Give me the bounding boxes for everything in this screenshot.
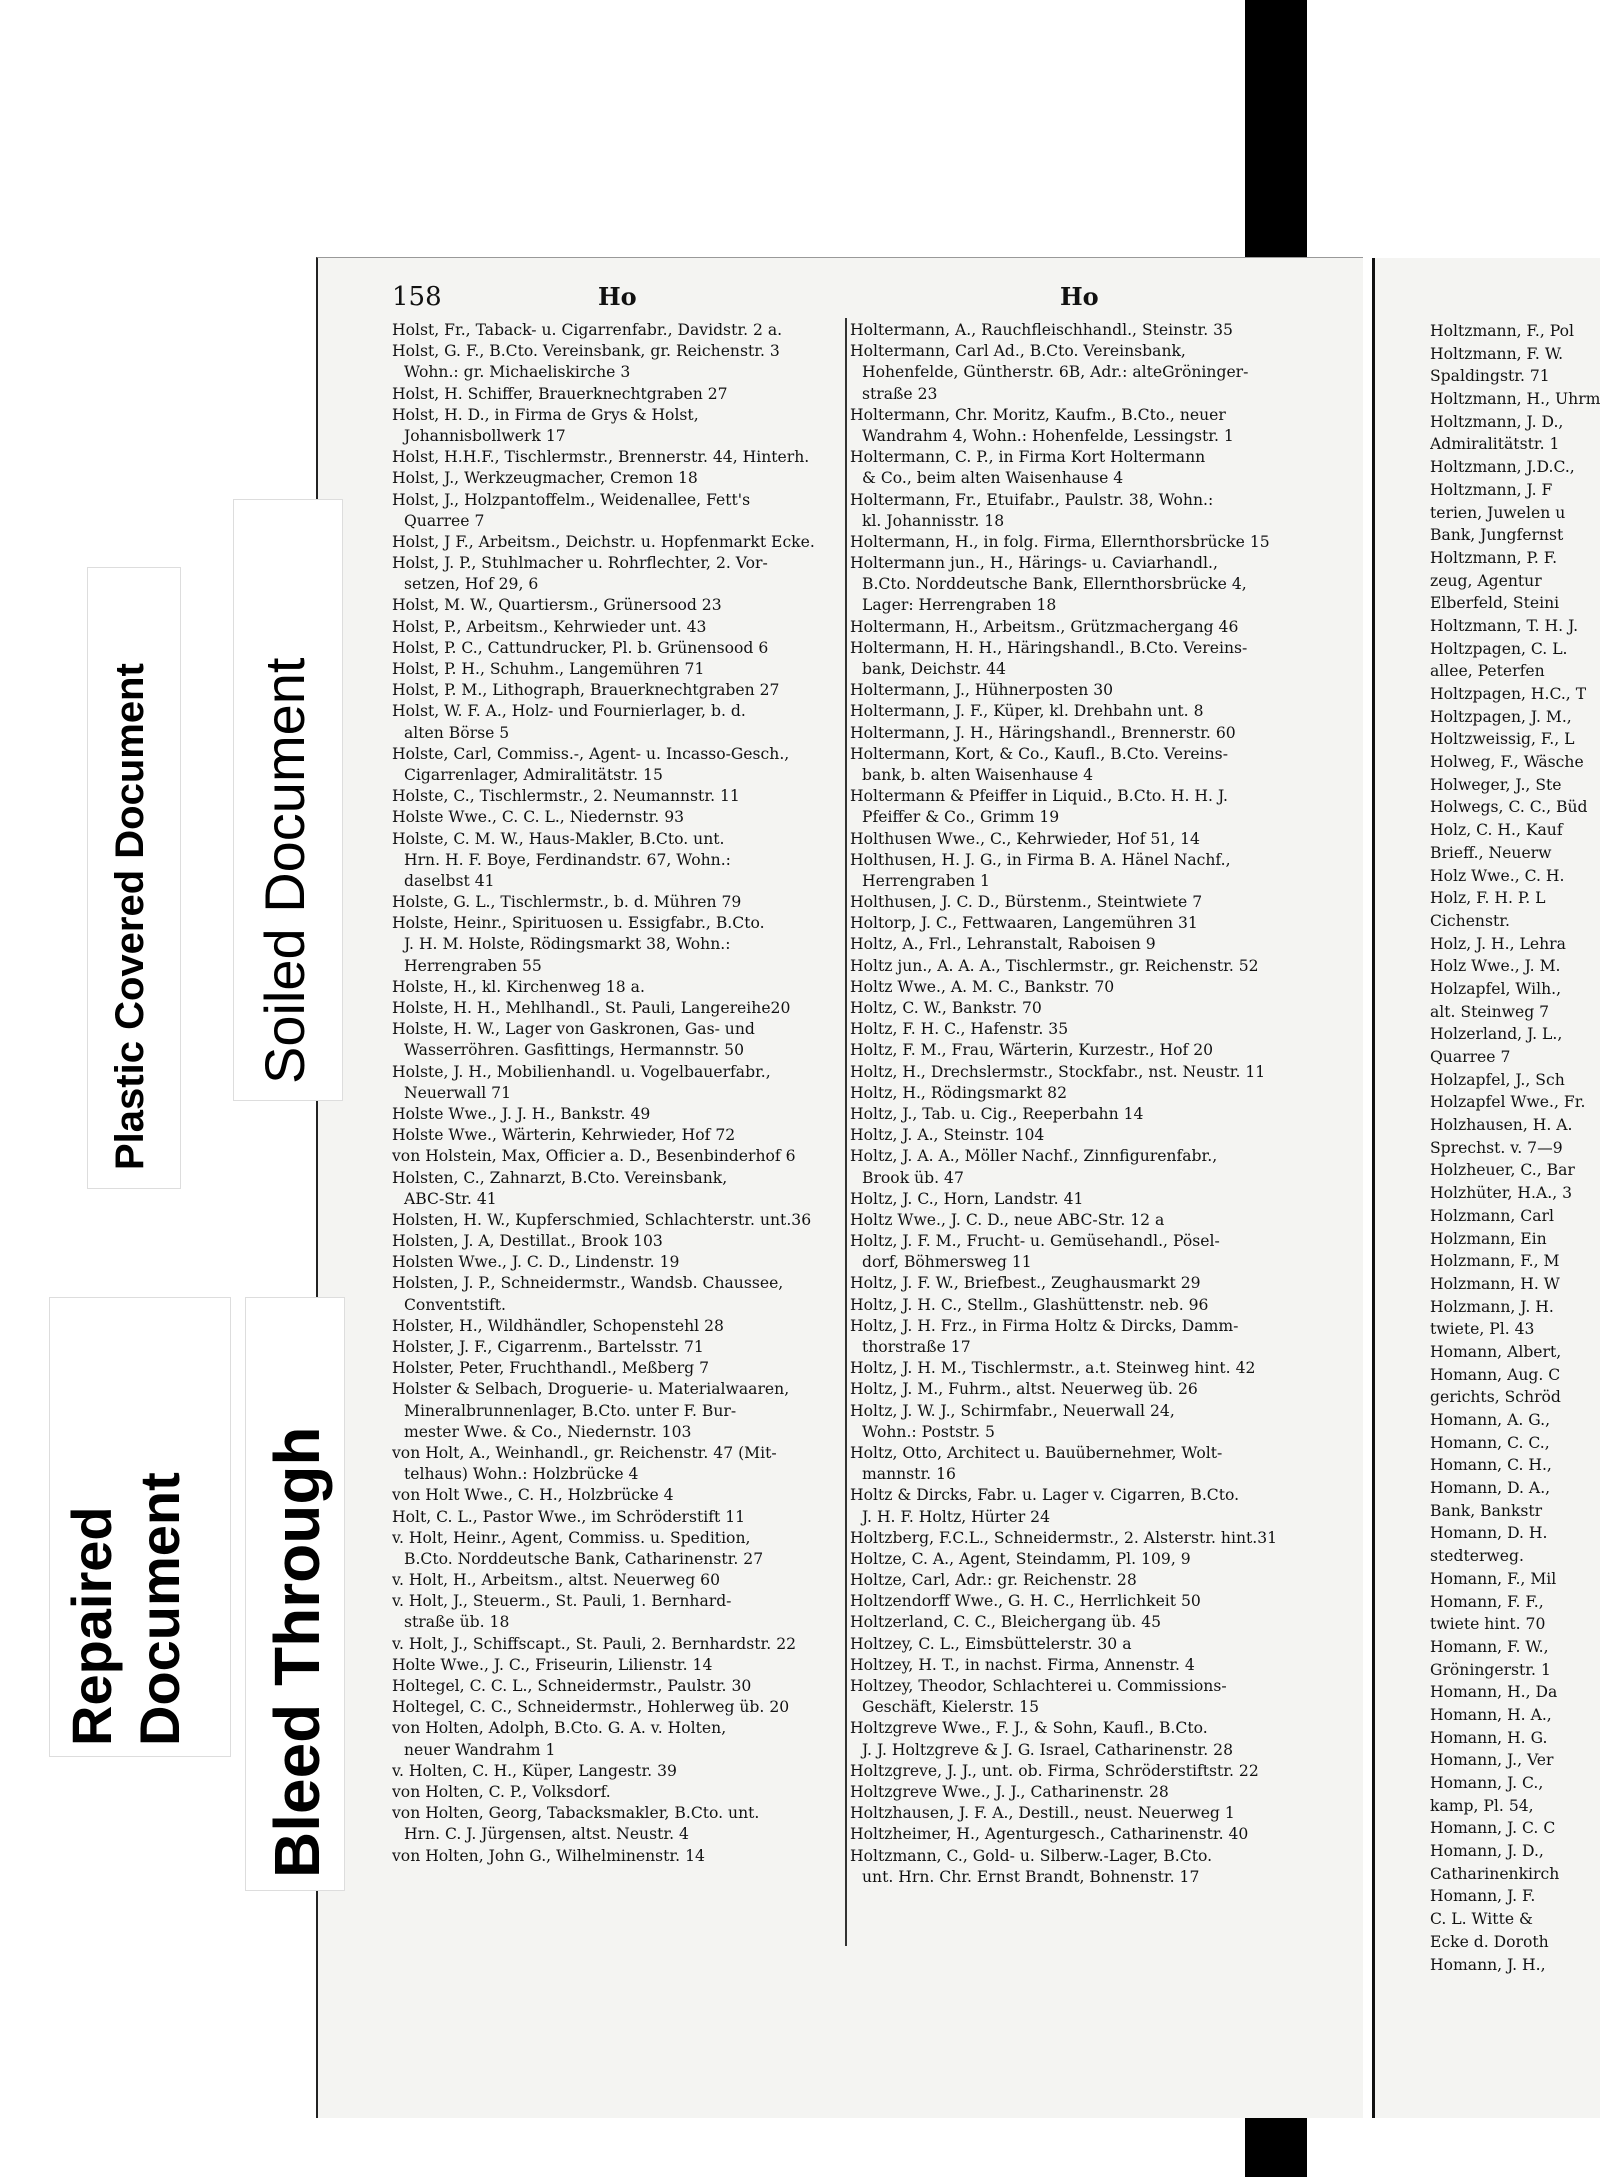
directory-entry-line: Holtz, A., Frl., Lehranstalt, Raboisen 9 [850,935,1156,954]
directory-entry-line: Holtzberg, F.C.L., Schneidermstr., 2. Alsterstr. hint.31 [850,1528,1278,1547]
right-column-head: Ho [1060,282,1099,311]
directory-entry-line: Holtzendorff Wwe., G. H. C., Herrlichkeit 50 [850,1592,1201,1611]
directory-entry-line: Holthusen, J. C. D., Bürstenm., Steintwiete 7 [850,893,1203,912]
directory-entry-line: Bank, Bankstr [1430,1501,1543,1520]
directory-entry-line: Holster, Peter, Fruchthandl., Meßberg 7 [392,1359,710,1378]
directory-entry-line: Holtermann, Kort, & Co., Kaufl., B.Cto. Vereins- [850,744,1228,763]
directory-entry-line: Holtorp, J. C., Fettwaaren, Langemühren 31 [850,914,1198,933]
directory-entry-line: Holtermann, A., Rauchfleischhandl., Steinstr. 35 [850,321,1233,339]
directory-entry-line: Holtz Wwe., J. C. D., neue ABC-Str. 12 a [850,1210,1165,1229]
directory-entry-line: zeug, Agentur [1430,571,1542,590]
directory-entry-line: Homann, F. F., [1430,1592,1544,1611]
directory-entry-line: Wandrahm 4, Wohn.: Hohenfelde, Lessingstr. 1 [862,426,1234,445]
directory-entry-line: kl. Johannisstr. 18 [862,511,1005,530]
directory-entry-line: Holthusen, H. J. G., in Firma B. A. Hänel Nachf., [850,850,1231,869]
directory-entry-line: alten Börse 5 [404,723,510,742]
directory-entry-line: Johannisbollwerk 17 [404,426,566,445]
directory-entry-line: Homann, F., Mil [1430,1569,1557,1588]
directory-entry-line: von Holt Wwe., C. H., Holzbrücke 4 [392,1486,674,1505]
directory-entry-line: v. Holt, H., Arbeitsm., altst. Neuerweg 60 [392,1571,721,1590]
directory-entry-line: Holt, C. L., Pastor Wwe., im Schröderstift 11 [392,1507,746,1526]
directory-entry-line: telhaus) Wohn.: Holzbrücke 4 [404,1465,639,1484]
directory-entry-line: Holst, W. F. A., Holz- und Fournierlager, b. d. [392,702,746,721]
directory-entry-line: unt. Hrn. Chr. Ernst Brandt, Bohnenstr. 17 [862,1867,1200,1886]
directory-entry-line: Holwegs, C. C., Büd [1430,798,1588,817]
directory-entry-line: Holtzey, Theodor, Schlachterei u. Commissions- [850,1677,1227,1695]
directory-entry-line: Wasserröhren. Gasfittings, Hermannstr. 50 [404,1041,745,1060]
directory-entry-line: Holtzpagen, J. M., [1430,707,1572,726]
directory-entry-line: Cichenstr. [1430,911,1510,930]
directory-entry-line: Holste Wwe., C. C. L., Niedernstr. 93 [392,808,685,827]
directory-entry-line: Holtzweissig, F., L [1430,730,1575,749]
directory-entry-line: Holtz, J. H. M., Tischlermstr., a.t. Steinweg hint. 42 [850,1359,1256,1378]
directory-entry-line: B.Cto. Norddeutsche Bank, Catharinenstr. 27 [404,1549,764,1568]
directory-entry-line: Holste Wwe., J. J. H., Bankstr. 49 [392,1104,651,1123]
directory-entry-line: gerichts, Schröd [1430,1388,1561,1407]
directory-entry-line: Holsten, J. P., Schneidermstr., Wandsb. Chaussee, [392,1274,784,1293]
directory-entry-line: Holste, H. W., Lager von Gaskronen, Gas- und [392,1020,755,1039]
directory-entry-line: Holzmann, F., M [1430,1252,1560,1271]
directory-entry-line: Holtermann, H., Arbeitsm., Grützmachergang 46 [850,617,1239,636]
soiled-text: Soiled Document [253,657,316,1084]
directory-entry-line: Holste, C., Tischlermstr., 2. Neumannstr. 11 [392,787,740,806]
directory-entry-line: Holtzgreve Wwe., F. J., & Sohn, Kaufl., B.Cto. [850,1719,1208,1738]
directory-entry-line: Holz, C. H., Kauf [1430,821,1563,840]
directory-entry-line: Holtz, J. C., Horn, Landstr. 41 [850,1189,1084,1208]
directory-entry-line: C. L. Witte & [1430,1910,1533,1929]
directory-entry-line: Holtz, J. H. Frz., in Firma Holtz & Dircks, Damm- [850,1316,1239,1335]
directory-entry-line: Holsten Wwe., J. C. D., Lindenstr. 19 [392,1253,680,1272]
directory-entry-line: Holtermann jun., H., Härings- u. Caviarhandl., [850,554,1218,573]
directory-entry-line: Holtermann, Carl Ad., B.Cto. Vereinsbank, [850,342,1186,361]
directory-entry-line: Holste, H. H., Mehlhandl., St. Pauli, Langereihe20 [392,999,791,1017]
directory-entry-line: B.Cto. Norddeutsche Bank, Ellernthorsbrücke 4, [862,575,1247,594]
directory-entry-line: Holsten, C., Zahnarzt, B.Cto. Vereinsbank, [392,1168,728,1187]
directory-entry-line: Holste, C. M. W., Haus-Makler, B.Cto. unt. [392,829,725,848]
directory-entry-line: Holtegel, C. C., Schneidermstr., Hohlerweg üb. 20 [392,1698,790,1717]
directory-entry-line: Holz Wwe., J. M. [1430,957,1561,976]
directory-entry-line: Holste, H., kl. Kirchenweg 18 a. [392,977,645,996]
directory-entry-line: Holster, J. F., Cigarrenm., Bartelsstr. 71 [392,1338,704,1356]
directory-entry-line: Holtz jun., A. A. A., Tischlermstr., gr. Reichenstr. 52 [850,956,1259,975]
directory-entry-line: v. Holt, J., Schiffscapt., St. Pauli, 2. Bernhardstr. 22 [392,1634,797,1653]
directory-entry-line: Homann, F. W., [1430,1637,1549,1656]
directory-entry-line: Brook üb. 47 [862,1168,964,1187]
directory-entry-line: straße 23 [862,384,938,403]
directory-entry-line: von Holten, John G., Wilhelminenstr. 14 [392,1846,705,1865]
directory-entry-line: Catharinenkirch [1430,1864,1560,1883]
directory-entry-line: Holtz, J., Tab. u. Cig., Reeperbahn 14 [850,1104,1144,1123]
left-directory-column [392,320,844,1867]
directory-entry-line: Holtzey, C. L., Eimsbüttelerstr. 30 a [850,1634,1132,1653]
directory-entry-line: Holtermann, H. H., Häringshandl., B.Cto. Vereins- [850,638,1248,657]
directory-entry-line: twiete, Pl. 43 [1430,1320,1535,1339]
directory-entry-line: Holster, H., Wildhändler, Schopenstehl 28 [392,1316,724,1335]
directory-entry-line: Homann, C. C., [1430,1433,1550,1452]
directory-entry-line: Holtzmann, T. H. J. [1430,616,1579,635]
directory-entry-line: Ecke d. Doroth [1430,1932,1549,1951]
directory-entry-line: Pfeiffer & Co., Grimm 19 [862,808,1060,827]
directory-entry-line: Holzapfel, Wilh., [1430,979,1562,998]
soiled-label [234,500,342,1100]
directory-entry-line: Holzmann, J. H. [1430,1297,1554,1316]
directory-entry-line: Holst, Fr., Taback- u. Cigarrenfabr., Davidstr. 2 a. [392,321,783,339]
directory-entry-line: Holtzmann, C., Gold- u. Silberw.-Lager, B.Cto. [850,1846,1213,1865]
directory-entry-line: Holster & Selbach, Droguerie- u. Materialwaaren, [392,1380,790,1399]
directory-entry-line: Holthusen Wwe., C., Kehrwieder, Hof 51, 14 [850,829,1200,848]
column-divider [845,318,847,1946]
directory-entry-line: Geschäft, Kielerstr. 15 [862,1698,1040,1717]
directory-entry-line: Holtzmann, H., Uhrm [1430,390,1600,409]
directory-entry-line: Cigarrenlager, Admiralitätstr. 15 [404,765,663,784]
directory-entry-line: Holtermann, J. F., Küper, kl. Drehbahn unt. 8 [850,702,1204,721]
bottom-right-black-bar [1245,2118,1307,2177]
directory-entry-line: Quarree 7 [1430,1048,1511,1066]
directory-entry-line: J. J. Holtzgreve & J. G. Israel, Catharinenstr. 28 [862,1740,1234,1759]
directory-entry-line: Holst, H. D., in Firma de Grys & Holst, [392,405,699,424]
directory-entry-line: Holtermann, Fr., Etuifabr., Paulstr. 38, Wohn.: [850,490,1214,509]
directory-entry-line: Holtzhausen, J. F. A., Destill., neust. Neuerweg 1 [850,1804,1235,1823]
directory-entry-line: Holst, J., Holzpantoffelm., Weidenallee, Fett's [392,490,751,509]
directory-entry-line: Holtz, J. W. J., Schirmfabr., Neuerwall 24, [850,1401,1175,1420]
directory-entry-line: Holtermann, J. H., Häringshandl., Brennerstr. 60 [850,723,1236,742]
directory-entry-line: v. Holten, C. H., Küper, Langestr. 39 [392,1761,677,1780]
directory-entry-line: Wohn.: Poststr. 5 [862,1422,995,1441]
directory-entry-line: Homann, J., Ver [1430,1751,1554,1770]
directory-entry-line: Homann, H. A., [1430,1705,1552,1724]
directory-entry-line: Holweger, J., Ste [1430,775,1562,794]
directory-entry-line: v. Holt, J., Steuerm., St. Pauli, 1. Bernhard- [392,1592,732,1611]
directory-entry-line: kamp, Pl. 54, [1430,1796,1534,1815]
directory-entry-line: Holzmann, Carl [1430,1206,1554,1225]
directory-entry-line: Holst, H. Schiffer, Brauerknechtgraben 27 [392,384,728,403]
directory-entry-line: Brieff., Neuerw [1430,843,1552,862]
plastic-covered-text: Plastic Covered Document [108,663,152,1170]
directory-entry-line: Hohenfelde, Güntherstr. 6B, Adr.: alteGröninger- [862,363,1249,382]
directory-entry-line: Holsten, J. A, Destillat., Brook 103 [392,1232,663,1251]
directory-entry-line: Holste, Carl, Commiss.-, Agent- u. Incasso-Gesch., [392,744,790,763]
directory-entry-line: Holtermann, J., Hühnerposten 30 [850,681,1114,700]
directory-entry-line: Homann, C. H., [1430,1456,1552,1475]
directory-entry-line: Mineralbrunnenlager, B.Cto. unter F. Bur- [404,1401,737,1420]
directory-entry-line: Holtegel, C. C. L., Schneidermstr., Paulstr. 30 [392,1677,752,1695]
page-number: 158 [392,282,442,312]
directory-entry-line: Homann, J. F. [1430,1887,1536,1906]
right-directory-column [850,320,1350,1888]
directory-entry-line: Holtzmann, J. D., [1430,412,1564,431]
adjacent-page-column [1430,320,1600,1976]
directory-entry-line: Bank, Jungfernst [1430,526,1564,545]
directory-entry-line: mester Wwe. & Co., Niedernstr. 103 [404,1422,692,1441]
directory-entry-line: Holtzmann, J.D.C., [1430,458,1575,477]
directory-entry-line: Holtzey, H. T., in nachst. Firma, Annenstr. 4 [850,1655,1195,1674]
directory-entry-line: Holst, P. M., Lithograph, Brauerknechtgraben 27 [392,681,780,700]
directory-entry-line: twiete hint. 70 [1430,1615,1546,1634]
directory-entry-line: Herrengraben 1 [862,871,990,890]
directory-entry-line: Holzapfel, J., Sch [1430,1070,1565,1089]
directory-entry-line: Holtz, H., Rödingsmarkt 82 [850,1083,1068,1102]
directory-entry-line: Neuerwall 71 [404,1083,512,1102]
directory-entry-line: thorstraße 17 [862,1338,971,1356]
directory-entry-line: Holtz, J. F. M., Frucht- u. Gemüsehandl., Pösel- [850,1232,1220,1251]
directory-entry-line: Holtzmann, P. F. [1430,548,1558,567]
directory-entry-line: Herrengraben 55 [404,956,542,975]
directory-entry-line: Holtermann, H., in folg. Firma, Ellernthorsbrücke 15 [850,532,1270,551]
directory-entry-line: Holtermann & Pfeiffer in Liquid., B.Cto. H. H. J. [850,787,1228,806]
directory-entry-line: Holtzpagen, C. L. [1430,639,1568,658]
directory-entry-line: Holtz, H., Drechslermstr., Stockfabr., nst. Neustr. 11 [850,1062,1266,1081]
directory-entry-line: Holtz, J. H. C., Stellm., Glashüttenstr. neb. 96 [850,1295,1209,1314]
directory-entry-line: Holzmann, H. W [1430,1274,1560,1293]
directory-entry-line: Holst, M. W., Quartiersm., Grünersood 23 [392,596,722,615]
directory-entry-line: von Holstein, Max, Officier a. D., Besenbinderhof 6 [392,1147,796,1166]
directory-entry-line: Holtermann, C. P., in Firma Kort Holtermann [850,448,1206,467]
directory-entry-line: Holtz & Dircks, Fabr. u. Lager v. Cigarren, B.Cto. [850,1486,1240,1505]
directory-entry-line: Wohn.: gr. Michaeliskirche 3 [404,363,631,382]
repaired-text: Repaired Document [60,1472,191,1746]
directory-entry-line: Holzerland, J. L., [1430,1025,1563,1044]
directory-entry-line: Homann, D. H. [1430,1524,1548,1543]
directory-entry-line: von Holten, Adolph, B.Cto. G. A. v. Holten, [392,1719,727,1738]
directory-entry-line: stedterweg. [1430,1547,1524,1566]
directory-entry-line: Holtz, F. H. C., Hafenstr. 35 [850,1020,1069,1039]
directory-entry-line: J. H. F. Holtz, Hürter 24 [862,1507,1050,1526]
directory-entry-line: Holtzmann, J. F [1430,480,1553,499]
directory-entry-line: Holtermann, Chr. Moritz, Kaufm., B.Cto., neuer [850,405,1226,424]
directory-entry-line: bank, b. alten Waisenhause 4 [862,765,1094,784]
directory-entry-line: Holste, G. L., Tischlermstr., b. d. Mühren 79 [392,893,742,912]
directory-entry-line: bank, Deichstr. 44 [862,660,1006,678]
directory-entry-line: Homann, H., Da [1430,1683,1558,1702]
directory-entry-line: Holzhüter, H.A., 3 [1430,1184,1573,1203]
directory-entry-line: Holtz, J. A. A., Möller Nachf., Zinnfigurenfabr., [850,1147,1218,1166]
directory-entry-line: Holst, J. P., Stuhlmacher u. Rohrflechter, 2. Vor- [392,554,768,573]
directory-entry-line: dorf, Böhmersweg 11 [862,1253,1032,1272]
directory-entry-line: Holzheuer, C., Bar [1430,1161,1575,1180]
plastic-covered-label [88,568,180,1188]
repaired-label [50,1298,230,1756]
directory-entry-line: alt. Steinweg 7 [1430,1002,1550,1021]
directory-entry-line: Holtz, J. M., Fuhrm., altst. Neuerweg üb. 26 [850,1380,1198,1399]
directory-entry-line: ABC-Str. 41 [404,1189,497,1208]
directory-entry-line: von Holt, A., Weinhandl., gr. Reichenstr. 47 (Mit- [392,1443,777,1462]
directory-entry-line: Hrn. H. F. Boye, Ferdinandstr. 67, Wohn.: [404,850,731,869]
left-column-head: Ho [598,282,637,311]
directory-entry-line: Holtz, J. A., Steinstr. 104 [850,1126,1045,1145]
directory-entry-line: Homann, J. H., [1430,1955,1546,1974]
directory-entry-line: Gröningerstr. 1 [1430,1660,1551,1679]
directory-entry-line: Homann, Albert, [1430,1342,1562,1361]
directory-entry-line: Holzapfel Wwe., Fr. [1430,1093,1586,1112]
top-right-black-bar [1245,0,1307,258]
directory-entry-line: Holst, H.H.F., Tischlermstr., Brennerstr. 44, Hinterh. [392,448,810,467]
bleed-through-text: Bleed Through [261,1426,333,1878]
directory-entry-line: Quarree 7 [404,511,485,530]
directory-entry-line: von Holten, C. P., Volksdorf. [392,1782,611,1801]
directory-entry-line: Holsten, H. W., Kupferschmied, Schlachterstr. unt.36 [392,1210,812,1229]
directory-entry-line: Holtz, Otto, Architect u. Bauübernehmer, Wolt- [850,1443,1223,1462]
directory-entry-line: Elberfeld, Steini [1430,594,1560,613]
directory-entry-line: Holtzmann, F. W. [1430,344,1564,363]
directory-entry-line: Homann, D. A., [1430,1479,1551,1498]
directory-entry-line: Lager: Herrengraben 18 [862,596,1057,615]
directory-entry-line: allee, Peterfen [1430,662,1545,681]
directory-entry-line: mannstr. 16 [862,1465,956,1484]
bleed-through-label [246,1298,344,1890]
directory-entry-line: von Holten, Georg, Tabacksmakler, B.Cto. unt. [392,1804,760,1823]
directory-entry-line: Holtze, Carl, Adr.: gr. Reichenstr. 28 [850,1571,1137,1590]
directory-entry-line: Homann, H. G. [1430,1728,1548,1747]
directory-entry-line: Holst, J., Werkzeugmacher, Cremon 18 [392,469,698,488]
directory-entry-line: Spaldingstr. 71 [1430,367,1550,386]
directory-entry-line: Holtzpagen, H.C., T [1430,685,1587,703]
directory-entry-line: Holst, P. C., Cattundrucker, Pl. b. Grünensood 6 [392,638,769,657]
directory-entry-line: neuer Wandrahm 1 [404,1740,556,1759]
directory-entry-line: Holtz, J. F. W., Briefbest., Zeughausmarkt 29 [850,1274,1201,1293]
directory-entry-line: Homann, J. C. C [1430,1819,1556,1838]
directory-entry-line: Homann, J. C., [1430,1774,1544,1792]
directory-entry-line: Homann, Aug. C [1430,1365,1561,1384]
directory-entry-line: Holst, P., Arbeitsm., Kehrwieder unt. 43 [392,617,707,636]
directory-entry-line: Holste Wwe., Wärterin, Kehrwieder, Hof 72 [392,1126,736,1145]
directory-entry-line: Homann, J. D., [1430,1842,1544,1861]
directory-entry-line: Holst, G. F., B.Cto. Vereinsbank, gr. Reichenstr. 3 [392,342,780,361]
directory-entry-line: Holtz Wwe., A. M. C., Bankstr. 70 [850,977,1115,996]
directory-entry-line: Holste, J. H., Mobilienhandl. u. Vogelbauerfabr., [392,1062,771,1081]
directory-entry-line: & Co., beim alten Waisenhause 4 [862,469,1124,488]
directory-entry-line: Holtze, C. A., Agent, Steindamm, Pl. 109, 9 [850,1549,1191,1568]
directory-entry-line: Holste, Heinr., Spirituosen u. Essigfabr., B.Cto. [392,914,765,933]
directory-entry-line: Holtzheimer, H., Agenturgesch., Catharinenstr. 40 [850,1825,1249,1844]
directory-entry-line: Holtzerland, C. C., Bleichergang üb. 45 [850,1613,1162,1632]
directory-entry-line: Holtzgreve Wwe., J. J., Catharinenstr. 28 [850,1782,1169,1801]
directory-entry-line: daselbst 41 [404,871,495,890]
directory-entry-line: Holte Wwe., J. C., Friseurin, Lilienstr. 14 [392,1655,713,1674]
directory-entry-line: Homann, A. G., [1430,1411,1551,1429]
directory-entry-line: Holz Wwe., C. H. [1430,866,1565,885]
directory-entry-line: J. H. M. Holste, Rödingsmarkt 38, Wohn.: [404,935,731,954]
directory-entry-line: Holst, P. H., Schuhm., Langemühren 71 [392,660,705,678]
directory-entry-line: Sprechst. v. 7—9 [1430,1138,1563,1157]
directory-entry-line: Holtzmann, F., Pol [1430,322,1575,340]
directory-entry-line: Holtzgreve, J. J., unt. ob. Firma, Schröderstiftstr. 22 [850,1761,1259,1780]
directory-entry-line: straße üb. 18 [404,1613,510,1632]
directory-entry-line: Holtz, F. M., Frau, Wärterin, Kurzestr., Hof 20 [850,1041,1214,1060]
directory-entry-line: Conventstift. [404,1295,506,1314]
directory-entry-line: Holz, J. H., Lehra [1430,934,1566,953]
directory-entry-line: setzen, Hof 29, 6 [404,575,539,594]
directory-entry-line: v. Holt, Heinr., Agent, Commiss. u. Spedition, [392,1528,751,1547]
directory-entry-line: Holst, J F., Arbeitsm., Deichstr. u. Hopfenmarkt Ecke. [392,532,815,551]
directory-entry-line: Holzmann, Ein [1430,1229,1547,1248]
directory-entry-line: Holweg, F., Wäsche [1430,753,1584,772]
directory-entry-line: Admiralitätstr. 1 [1430,435,1560,454]
directory-entry-line: Holzhausen, H. A. [1430,1116,1573,1135]
directory-entry-line: terien, Juwelen u [1430,503,1566,522]
directory-entry-line: Holtz, C. W., Bankstr. 70 [850,999,1042,1017]
directory-entry-line: Hrn. C. J. Jürgensen, altst. Neustr. 4 [404,1825,689,1844]
directory-entry-line: Holz, F. H. P. L [1430,889,1546,908]
